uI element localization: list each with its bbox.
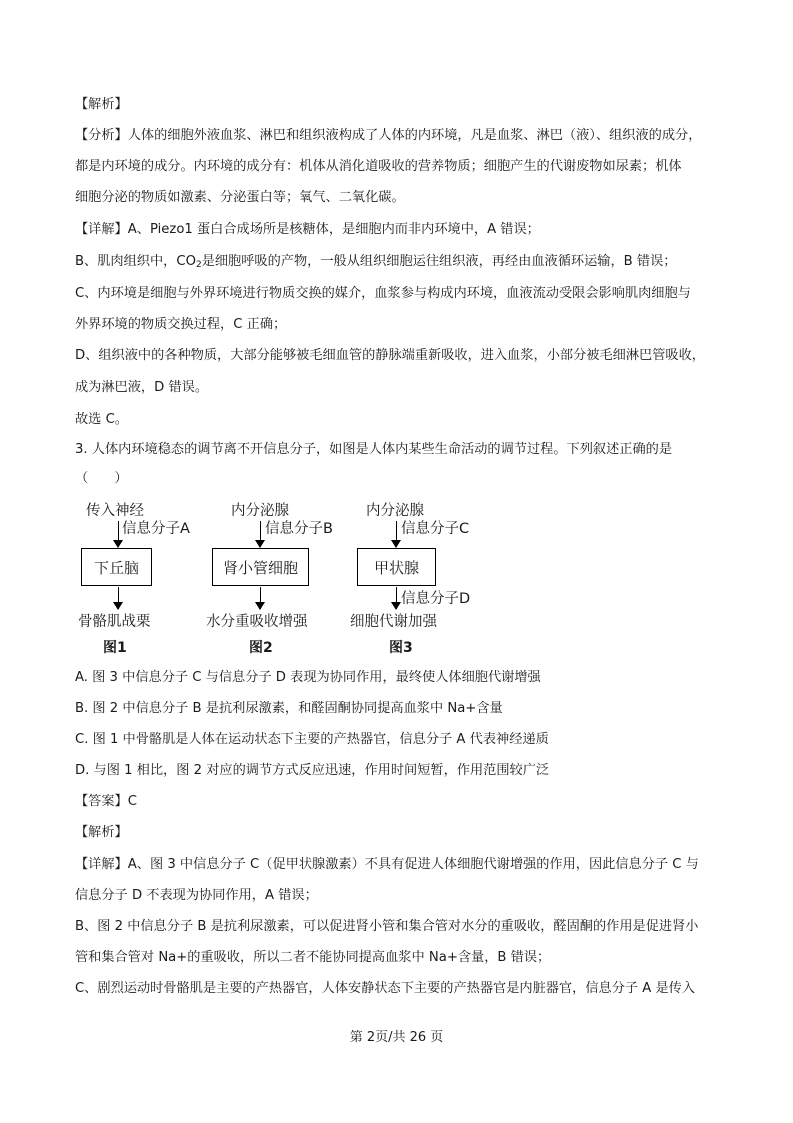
text-segment: 是细胞呼吸的产物，一般从组织细胞运往组织液，再经由血液循环运输，B 错误； <box>201 254 677 269</box>
option-d: D. 与图 1 相比，图 2 对应的调节方式反应迅速，作用时间短暂，作用范围较广泛 <box>75 763 550 778</box>
subscript: 2 <box>195 260 202 270</box>
fig1-arrow-bottom <box>118 587 119 609</box>
text-line <box>75 252 677 272</box>
text-line: C、内环境是细胞与外界环境进行物质交换的媒介，血浆参与构成内环境，血液流动受限会影响肌肉细胞与 <box>75 286 691 301</box>
fig2-source: 内分泌腺 <box>231 503 289 519</box>
section-label-analysis: 【解析】 <box>75 97 128 112</box>
text-line: B、图 2 中信息分子 B 是抗利尿激素，可以促进肾小管和集合管对水分的重吸收，醛固酮的作用是促进肾小 <box>75 919 699 934</box>
option-a: A. 图 3 中信息分子 C 与信息分子 D 表现为协同作用，最终使人体细胞代谢增强 <box>75 670 541 685</box>
text-line: 成为淋巴液，D 错误。 <box>75 380 209 395</box>
fig1-signal: 信息分子A <box>122 521 190 537</box>
fig1-organ-box: 下丘脑 <box>81 548 152 586</box>
section-label-analysis: 【解析】 <box>75 825 128 840</box>
text-line: D、组织液中的各种物质，大部分能够被毛细血管的静脉端重新吸收，进入血浆，小部分被毛细淋巴管吸收， <box>75 348 705 363</box>
fig2-organ-box: 肾小管细胞 <box>212 548 309 586</box>
text-line: 管和集合管对 Na+的重吸收，所以二者不能协同提高血浆中 Na+含量，B 错误； <box>75 950 551 965</box>
text-line: 外界环境的物质交换过程，C 正确； <box>75 317 287 332</box>
fig2-effect: 水分重吸收增强 <box>206 614 308 630</box>
text-line: C、剧烈运动时骨骼肌是主要的产热器官，人体安静状态下主要的产热器官是内脏器官，信息分子 A 是传入 <box>75 981 696 996</box>
fig3-signal2: 信息分子D <box>401 591 471 607</box>
page-footer: 第 2页/共 26 页 <box>349 1030 444 1045</box>
fig3-caption: 图3 <box>389 640 413 656</box>
text-line: 细胞分泌的物质如激素、分泌蛋白等；氧气、二氧化碳。 <box>75 190 405 205</box>
option-b: B. 图 2 中信息分子 B 是抗利尿激素，和醛固酮协同提高血浆中 Na+含量 <box>75 701 503 716</box>
text-line: 【分析】人体的细胞外液血浆、淋巴和组织液构成了人体的内环境，凡是血浆、淋巴（液）、组织液的成分， <box>75 128 702 143</box>
question-bracket: （ ） <box>75 471 128 486</box>
fig2-signal: 信息分子B <box>265 521 333 537</box>
fig1-arrow-top <box>118 521 119 547</box>
fig3-signal: 信息分子C <box>401 521 470 537</box>
fig3-arrow-top <box>396 521 397 547</box>
text-line: 都是内环境的成分。内环境的成分有：机体从消化道吸收的营养物质；细胞产生的代谢废物如尿素；机体 <box>75 159 682 174</box>
text-line: 【详解】A、Piezo1 蛋白合成场所是核糖体，是细胞内而非内环境中，A 错误； <box>75 222 540 237</box>
fig3-arrow-bottom <box>396 587 397 609</box>
fig2-caption: 图2 <box>249 640 273 656</box>
question-stem: 3. 人体内环境稳态的调节离不开信息分子，如图是人体内某些生命活动的调节过程。下列叙述正确的是 <box>75 442 673 457</box>
text-line: 故选 C。 <box>75 412 128 427</box>
answer-label: 【答案】C <box>75 794 137 809</box>
fig2-arrow-top <box>260 521 261 547</box>
option-c: C. 图 1 中骨骼肌是人体在运动状态下主要的产热器官，信息分子 A 代表神经递质 <box>75 732 549 747</box>
fig3-effect: 细胞代谢加强 <box>350 614 437 630</box>
text-line: 【详解】A、图 3 中信息分子 C（促甲状腺激素）不具有促进人体细胞代谢增强的作用，因此信息分子 C 与 <box>75 857 699 872</box>
fig3-source: 内分泌腺 <box>366 503 424 519</box>
fig1-effect: 骨骼肌战栗 <box>78 614 151 630</box>
fig1-source: 传入神经 <box>86 503 144 519</box>
fig1-caption: 图1 <box>103 640 127 656</box>
fig2-arrow-bottom <box>260 587 261 609</box>
text-line: 信息分子 D 不表现为协同作用，A 错误； <box>75 888 318 903</box>
fig3-organ-box: 甲状腺 <box>357 548 436 586</box>
text-segment: B、肌肉组织中，CO <box>75 254 196 269</box>
